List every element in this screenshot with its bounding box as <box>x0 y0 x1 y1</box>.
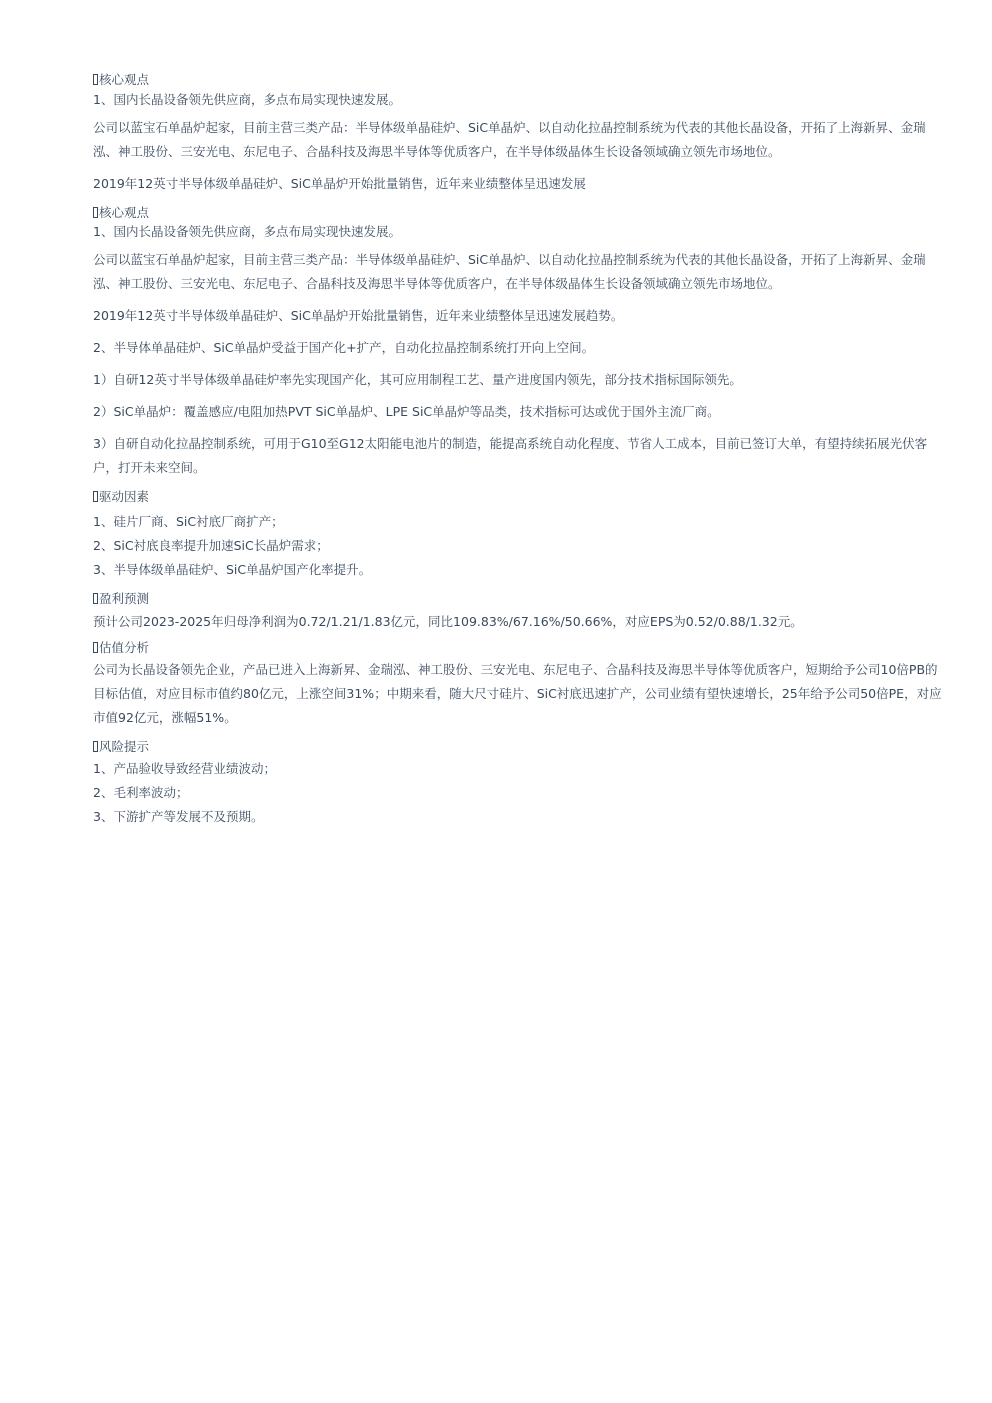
bullet-box-icon <box>93 741 98 752</box>
core-point-2-item-3: 3）自研自动化拉晶控制系统，可用于G10至G12太阳能电池片的制造，能提高系统自动化程度、节省人工成本，目前已签订大单，有望持续拓展光伏客户，打开未来空间。 <box>93 436 928 475</box>
core-point-2-item-2: 2）SiC单晶炉：覆盖感应/电阻加热PVT SiC单晶炉、LPE SiC单晶炉等品类，技术指标可达或优于国外主流厂商。 <box>93 404 720 419</box>
bullet-box-icon <box>93 491 98 502</box>
valuation-text: 公司为长晶设备领先企业，产品已进入上海新昇、金瑞泓、神工股份、三安光电、东尼电子、合晶科技及海思半导体等优质客户，短期给予公司10倍PB的目标估值，对应目标市值约80亿元，上涨空间31%；中期来看，随大尺寸硅片、SiC衬底迅速扩产，公司业绩有望快速增长，25年给予公司50倍PE，对应市值92亿元，涨幅51%。 <box>93 662 942 725</box>
bullet-box-icon <box>93 642 98 653</box>
heading-text: 核心观点 <box>99 205 150 220</box>
driver-item: 1、硅片厂商、SiC衬底厂商扩产； <box>93 514 284 529</box>
company-intro-paragraph: 公司以蓝宝石单晶炉起家，目前主营三类产品：半导体级单晶硅炉、SiC单晶炉、以自动化拉晶控制系统为代表的其他长晶设备，开拓了上海新昇、金瑞泓、神工股份、三安光电、东尼电子、合晶科技及海思半导体等优质客户，在半导体级晶体生长设备领域确立领先市场地位。 <box>93 252 926 291</box>
sales-history-paragraph: 2019年12英寸半导体级单晶硅炉、SiC单晶炉开始批量销售，近年来业绩整体呈迅速发展趋势。 <box>93 308 624 323</box>
driver-item: 2、SiC衬底良率提升加速SiC长晶炉需求； <box>93 538 329 553</box>
section-heading-forecast <box>93 589 948 608</box>
document-body <box>93 70 948 829</box>
section-heading-valuation <box>93 638 948 657</box>
company-intro-paragraph: 公司以蓝宝石单晶炉起家，目前主营三类产品：半导体级单晶硅炉、SiC单晶炉、以自动化拉晶控制系统为代表的其他长晶设备，开拓了上海新昇、金瑞泓、神工股份、三安光电、东尼电子、合晶科技及海思半导体等优质客户，在半导体级晶体生长设备领域确立领先市场地位。 <box>93 120 926 159</box>
risk-item: 3、下游扩产等发展不及预期。 <box>93 809 264 824</box>
heading-text: 核心观点 <box>99 72 150 87</box>
heading-text: 驱动因素 <box>99 489 150 504</box>
heading-text: 估值分析 <box>99 640 150 655</box>
core-point-1: 1、国内长晶设备领先供应商，多点布局实现快速发展。 <box>93 224 401 239</box>
risk-item: 2、毛利率波动； <box>93 785 189 800</box>
core-point-2-item-1: 1）自研12英寸半导体级单晶硅炉率先实现国产化，其可应用制程工艺、量产进度国内领先，部分技术指标国际领先。 <box>93 372 742 387</box>
forecast-text: 预计公司2023-2025年归母净利润为0.72/1.21/1.83亿元，同比109.83%/67.16%/50.66%，对应EPS为0.52/0.88/1.32元。 <box>93 614 803 629</box>
section-heading-risks <box>93 737 948 756</box>
bullet-box-icon <box>93 74 98 85</box>
sales-history-paragraph: 2019年12英寸半导体级单晶硅炉、SiC单晶炉开始批量销售，近年来业绩整体呈迅速发展 <box>93 176 586 191</box>
section-heading-core-views <box>93 70 948 89</box>
bullet-box-icon <box>93 207 98 218</box>
bullet-box-icon <box>93 593 98 604</box>
section-heading-drivers <box>93 487 948 506</box>
driver-item: 3、半导体级单晶硅炉、SiC单晶炉国产化率提升。 <box>93 562 372 577</box>
core-point-2: 2、半导体单晶硅炉、SiC单晶炉受益于国产化+扩产，自动化拉晶控制系统打开向上空间。 <box>93 340 595 355</box>
section-heading-core-views <box>93 203 948 222</box>
heading-text: 风险提示 <box>99 739 150 754</box>
heading-text: 盈利预测 <box>99 591 150 606</box>
core-point-1: 1、国内长晶设备领先供应商，多点布局实现快速发展。 <box>93 92 401 107</box>
risk-item: 1、产品验收导致经营业绩波动； <box>93 761 276 776</box>
